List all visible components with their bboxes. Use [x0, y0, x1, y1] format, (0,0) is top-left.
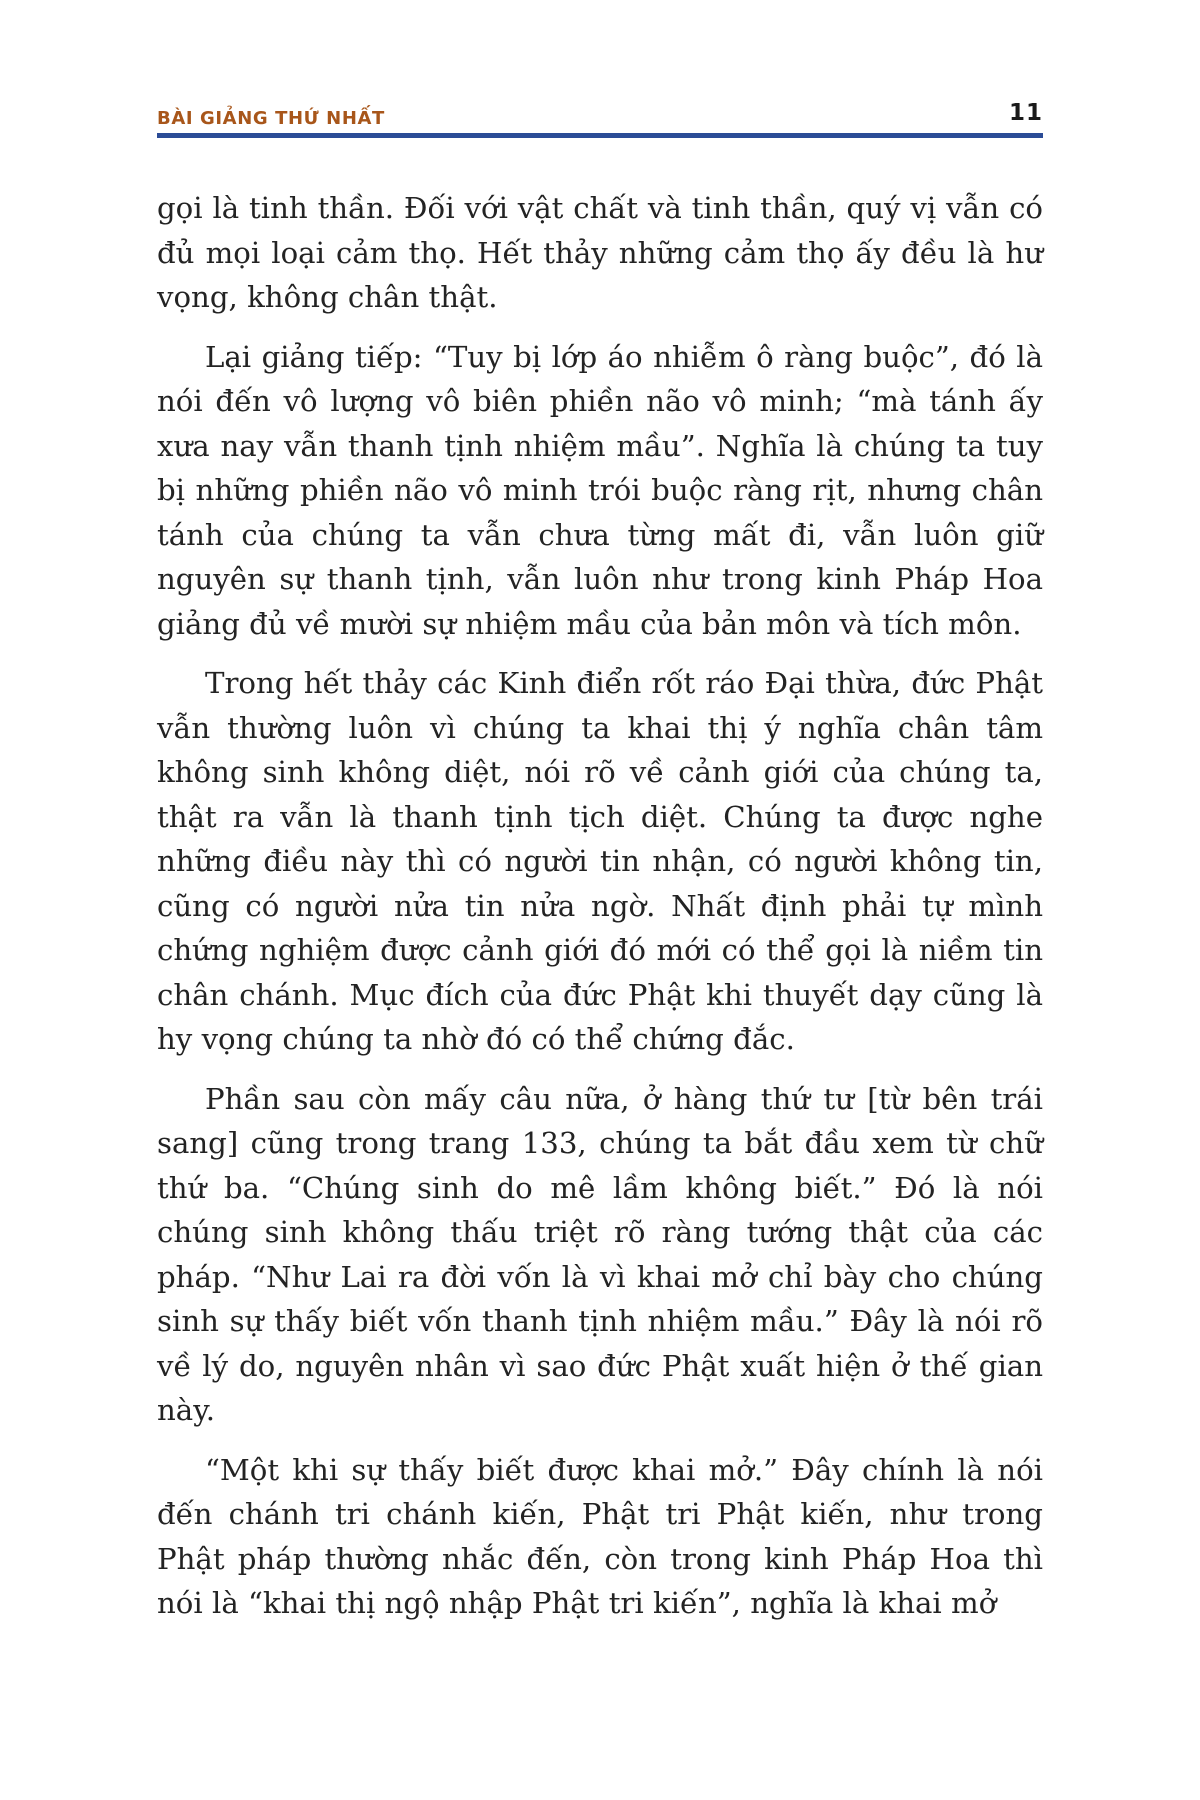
paragraph: gọi là tinh thần. Đối với vật chất và tinh thần, quý vị vẫn có đủ mọi loại cảm thọ. Hết thảy những cảm thọ ấy đều là hư vọng, không chân thật.: [157, 191, 1043, 314]
section-title: BÀI GIẢNG THỨ NHẤT: [157, 108, 385, 129]
page-number: 11: [1008, 100, 1043, 126]
paragraph: Lại giảng tiếp: “Tuy bị lớp áo nhiễm ô ràng buộc”, đó là nói đến vô lượng vô biên phiền não vô minh; “mà tánh ấy xưa nay vẫn thanh tịnh nhiệm mầu”. Nghĩa là chúng ta tuy bị những phiền não vô minh trói buộc ràng rịt, nhưng chân tánh của chúng ta vẫn chưa từng mất đi, vẫn luôn giữ nguyên sự thanh tịnh, vẫn luôn như trong kinh Pháp Hoa giảng đủ về mười sự nhiệm mầu của bản môn và tích môn.: [157, 339, 1043, 641]
running-header: [157, 100, 1043, 138]
paragraph: “Một khi sự thấy biết được khai mở.” Đây chính là nói đến chánh tri chánh kiến, Phật tri Phật kiến, như trong Phật pháp thường nhắc đến, còn trong kinh Pháp Hoa thì nói là “khai thị ngộ nhập Phật tri kiến”, nghĩa là khai mở: [157, 1452, 1043, 1620]
body-text: [157, 186, 1043, 1641]
paragraph: Phần sau còn mấy câu nữa, ở hàng thứ tư [từ bên trái sang] cũng trong trang 133, chúng ta bắt đầu xem từ chữ thứ ba. “Chúng sinh do mê lầm không biết.” Đó là nói chúng sinh không thấu triệt rõ ràng tướng thật của các pháp. “Như Lai ra đời vốn là vì khai mở chỉ bày cho chúng sinh sự thấy biết vốn thanh tịnh nhiệm mầu.” Đây là nói rõ về lý do, nguyên nhân vì sao đức Phật xuất hiện ở thế gian này.: [157, 1081, 1043, 1427]
paragraph: Trong hết thảy các Kinh điển rốt ráo Đại thừa, đức Phật vẫn thường luôn vì chúng ta khai thị ý nghĩa chân tâm không sinh không diệt, nói rõ về cảnh giới của chúng ta, thật ra vẫn là thanh tịnh tịch diệt. Chúng ta được nghe những điều này thì có người tin nhận, có người không tin, cũng có người nửa tin nửa ngờ. Nhất định phải tự mình chứng nghiệm được cảnh giới đó mới có thể gọi là niềm tin chân chánh. Mục đích của đức Phật khi thuyết dạy cũng là hy vọng chúng ta nhờ đó có thể chứng đắc.: [157, 666, 1043, 1056]
header-rule: [157, 133, 1043, 138]
